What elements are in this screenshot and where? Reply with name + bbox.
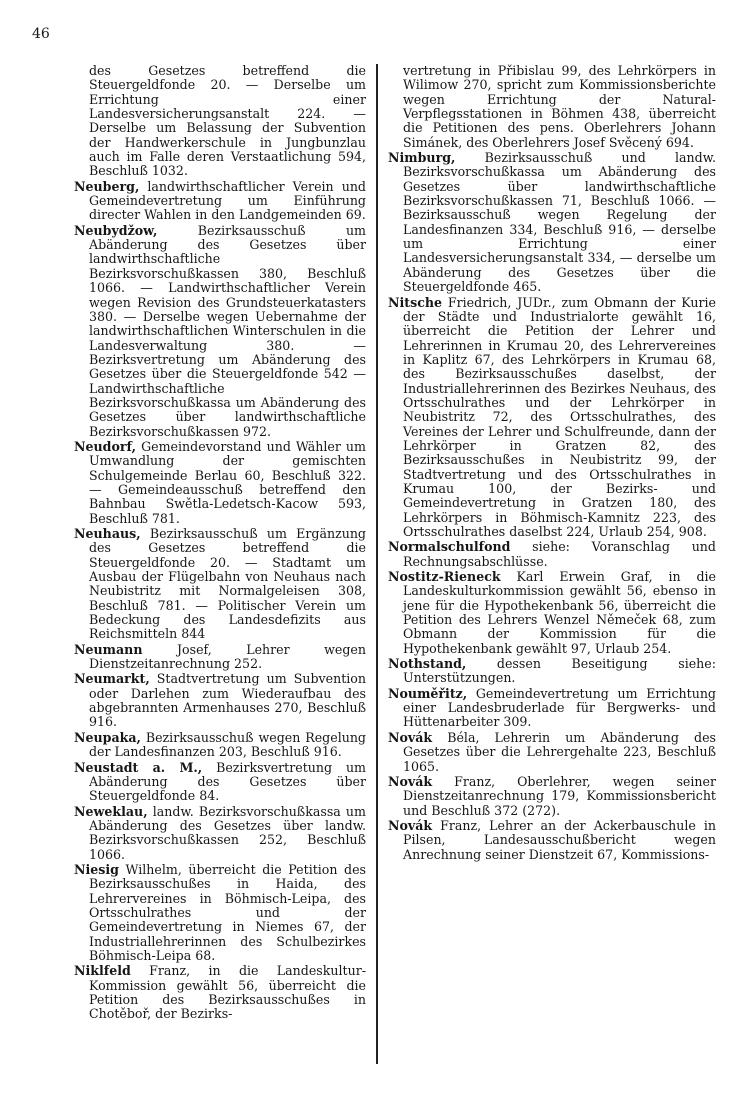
entry-text: Bezirksausschuß und landw. Bezirksvorschußkassa um Abänderung des Gesetzes über landwirthschaftliche Bezirksvorschußkassen 71, Beschluß 1066. — Bezirksausschuß wegen Regelung der Landesfinanzen 334, Beschluß 916, — derselbe um Errichtung einer Landesversicherungsanstalt 334, — derselbe um Abänderung des Gesetzes über die Steuergeldfonde 465.: [403, 150, 716, 295]
entry-head: Nimburg,: [388, 150, 456, 166]
entry-text: siehe: Voranschlag und Rechnungsabschlüsse.: [403, 539, 716, 569]
index-entry: [388, 819, 716, 862]
index-entry: [74, 224, 366, 439]
index-entry: [388, 775, 716, 818]
entry-text: vertretung in Přibislau 99, des Lehrkörpers in Wilimow 270, spricht zum Kommissionsberichte wegen Errichtung der Natural-Verpflegsstationen in Böhmen 438, überreicht die Petitionen des pens. Oberlehrers Johann Simánek, des Oberlehrers Josef Svěcený 694.: [403, 63, 716, 150]
index-entry: [388, 151, 716, 294]
entry-head: Neudorf,: [74, 438, 137, 454]
entry-text: landwirthschaftlicher Verein und Gemeindevertretung um Einführung directer Wahlen in den Landgemeinden 69.: [89, 178, 366, 223]
entry-text: Gemeindevorstand und Wähler um Umwandlung der gemischten Schulgemeinde Berlau 60, Beschluß 322. — Gemeindeausschuß betreffend den Bahnbau Swětla-Ledetsch-Kacow 593, Beschluß 781.: [89, 438, 366, 526]
entry-text: Bezirksausschuß um Abänderung des Gesetzes über landwirthschaftliche Bezirksvorschußkassen 380, Beschluß 1066. — Landwirthschaftlicher Verein wegen Revision des Grundsteuerkatasters 380. — Derselbe wegen Uebernahme der landwirthschaftlichen Winterschulen in die Landesverwaltung 380. — Bezirksvertretung um Abänderung des Gesetzes über die Steuergeldfonde 542 — Landwirthschaftliche Bezirksvorschußkassa um Abänderung des Gesetzes über landwirthschaftliche Bezirksvorschußkassen 972.: [89, 222, 366, 439]
index-entry: [388, 64, 716, 150]
right-column: [388, 64, 716, 863]
index-entry: [388, 540, 716, 569]
entry-head: Novák: [388, 817, 433, 833]
entry-text: Wilhelm, überreicht die Petition des Bezirksausschußes in Haida, des Lehrervereines in Böhmisch-Leipa, des Ortsschulrathes und der Gemeindevertretung in Niemes 67, der Industriallehrerinnen des Schulbezirkes Böhmisch-Leipa 68.: [89, 861, 366, 963]
index-entry: [388, 657, 716, 686]
entry-text: Franz, Lehrer an der Ackerbauschule in Pilsen, Landesausschußbericht wegen Anrechnung seiner Dienstzeit 67, Kommissions-: [403, 817, 716, 862]
entry-head: Neumann: [74, 641, 143, 657]
index-entry: [74, 527, 366, 642]
entry-head: Niesig: [74, 861, 119, 877]
index-entry: [74, 440, 366, 526]
entry-text: des Gesetzes betreffend die Steuergeldfonde 20. — Derselbe um Errichtung einer Landesversicherungsanstalt 224. — Derselbe um Belassung der Subvention der Handwerkerschule in Jungbunzlau auch im Falle deren Verstaatlichung 594, Beschluß 1032.: [89, 63, 366, 179]
entry-text: landw. Bezirksvorschußkassa um Abänderung des Gesetzes über landw. Bezirksvorschußkassen 252, Beschluß 1066.: [89, 803, 366, 862]
entry-text: Stadtvertretung um Subvention oder Darlehen zum Wiederaufbau des abgebrannten Armenhauses 270, Beschluß 916.: [89, 671, 366, 730]
entry-head: Neubydžow,: [74, 222, 158, 238]
entry-head: Normalschulfond: [388, 539, 511, 555]
entry-text: dessen Beseitigung siehe: Unterstützungen.: [403, 656, 716, 686]
entry-text: Friedrich, JUDr., zum Obmann der Kurie der Städte und Industrialorte gewählt 16, überreicht die Petition der Lehrer und Lehrerinnen in Krumau 20, des Lehrervereines in Kaplitz 67, des Lehrkörpers in Krumau 68, des Bezirksausschußes daselbst, der Industriallehrerinnen des Bezirkes Neuhaus, des Ortsschulrathes und der Lehrkörper in Neubistritz 72, des Ortsschulrathes, des Vereines der Lehrer und Schulfreunde, dann der Lehrkörper in Gratzen 82, des Bezirksausschußes in Neubistritz 99, der Stadtvertretung und des Ortsschulrathes in Krumau 100, der Bezirks- und Gemeindevertretung in Gratzen 180, des Lehrkörpers in Böhmisch-Kamnitz 223, des Ortsschulrathes daselbst 224, Urlaub 254, 908.: [403, 294, 716, 539]
entry-head: Nothstand,: [388, 656, 467, 672]
entry-head: Neumarkt,: [74, 671, 150, 687]
left-column: [74, 64, 366, 1023]
index-entry: [74, 180, 366, 223]
entry-head: Nitsche: [388, 294, 443, 310]
entry-head: Nostitz-Rieneck: [388, 569, 501, 585]
page-number: 46: [32, 26, 50, 42]
entry-head: Neuberg,: [74, 178, 140, 194]
entry-head: Neweklau,: [74, 803, 148, 819]
entry-text: Béla, Lehrerin um Abänderung des Gesetzes über die Lehrergehalte 223, Beschluß 1065.: [403, 729, 716, 774]
entry-text: Josef, Lehrer wegen Dienstzeitanrechnung 252.: [89, 641, 366, 672]
entry-text: Bezirksausschuß wegen Regelung der Landesfinanzen 203, Beschluß 916.: [89, 729, 366, 760]
entry-head: Neuhaus,: [74, 526, 141, 541]
index-entry: [74, 761, 366, 804]
entry-head: Novák: [388, 729, 433, 745]
index-entry: [388, 687, 716, 730]
entry-head: Novák: [388, 773, 433, 789]
entry-head: Neustadt a. M.,: [74, 759, 203, 775]
index-entry: [388, 570, 716, 656]
index-entry: [74, 805, 366, 862]
index-entry: [388, 296, 716, 540]
entry-text: Bezirksvertretung um Abänderung des Gesetzes über Steuergeldfonde 84.: [89, 759, 366, 804]
entry-head: Niklfeld: [74, 963, 131, 979]
entry-text: Franz, in die Landeskultur-Kommission gewählt 56, überreicht die Petition des Bezirksausschußes in Chotěboř, der Bezirks-: [89, 963, 366, 1022]
entry-text: Gemeindevertretung um Errichtung einer Landesbruderlade für Bergwerks- und Hüttenarbeiter 309.: [403, 685, 716, 730]
index-entry: [74, 643, 366, 672]
column-divider: [376, 64, 378, 1064]
entry-text: Franz, Oberlehrer, wegen seiner Dienstzeitanrechnung 179, Kommissionsbericht und Beschluß 372 (272).: [403, 773, 716, 818]
index-entry: [388, 731, 716, 774]
entry-head: Neupaka,: [74, 729, 141, 745]
index-entry: [74, 863, 366, 963]
index-entry: [74, 731, 366, 760]
index-entry: [74, 964, 366, 1021]
index-entry: [74, 64, 366, 179]
entry-head: Nouměřitz,: [388, 685, 468, 701]
entry-text: Bezirksausschuß um Ergänzung des Gesetzes betreffend die Steuergeldfonde 20. — Stadtamt um Ausbau der Flügelbahn von Neuhaus nach Neubistritz mit Normalgeleisen 308, Beschluß 781. — Politischer Verein um Bedeckung des Landesdefizits aus Reichsmitteln 844: [89, 526, 366, 642]
index-entry: [74, 672, 366, 729]
entry-text: Karl Erwein Graf, in die Landeskulturkommission gewählt 56, ebenso in jene für die Hypothekenbank 56, überreicht die Petition des Lehrers Wenzel Němeček 68, zum Obmann der Kommission für die Hypothekenbank gewählt 97, Urlaub 254.: [403, 569, 716, 656]
